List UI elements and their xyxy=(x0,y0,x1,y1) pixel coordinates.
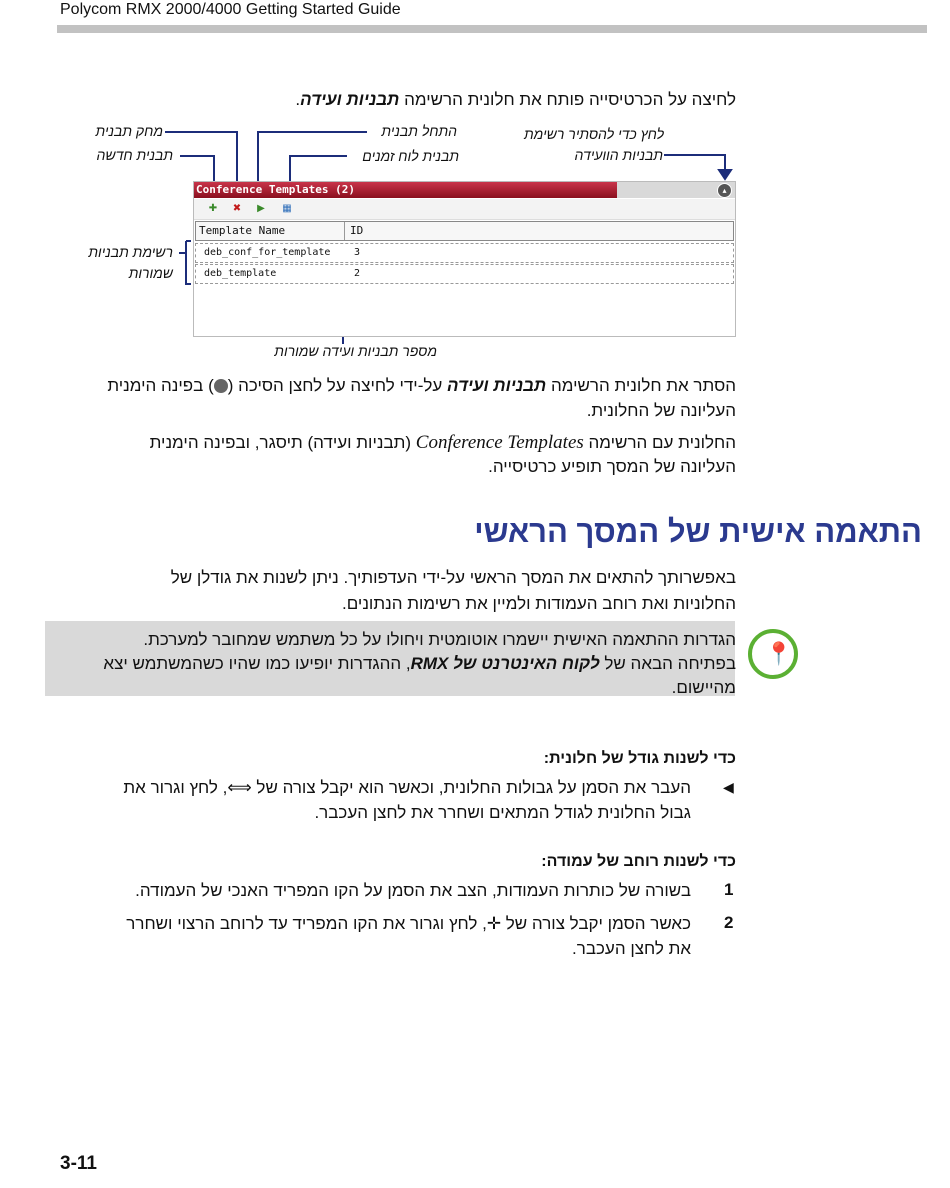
resize-pane-line2: גבול החלונית לגודל המתאים ושחרר את לחצן העכבר. xyxy=(314,803,691,822)
table-header xyxy=(195,221,734,241)
callout-start-template: התחל תבנית xyxy=(381,123,457,139)
schedule-template-icon[interactable]: ▦ xyxy=(282,203,292,214)
callout-hide-list-line2: תבניות הוועידה xyxy=(574,147,663,163)
intro-emphasis: תבניות ועידה xyxy=(300,90,400,109)
note-line1: הגדרות ההתאמה האישית יישמרו אוטומטית ויחולו על כל משתמש שמחובר למערכת. xyxy=(143,630,736,649)
para1-emphasis: תבניות ועידה xyxy=(447,376,547,395)
col-template-name[interactable]: Template Name xyxy=(199,224,286,237)
start-template-icon[interactable]: ▶ xyxy=(257,203,265,214)
row-template-name: deb_conf_for_template xyxy=(204,247,331,258)
para2-line2: העליונה של המסך תופיע כרטיסייה. xyxy=(488,457,736,476)
step1-number: 1 xyxy=(724,880,734,899)
delete-template-icon[interactable]: ✖ xyxy=(232,203,242,214)
step2-line1: כאשר הסמן יקבל צורה של ✛, לחץ וגרור את הקו המפריד עד לרוחב הרצוי ושחרר xyxy=(126,914,691,933)
panel-title: Conference Templates (2) xyxy=(196,183,355,196)
pin-icon xyxy=(214,379,228,393)
note-text-b: , ההגדרות יופיעו כמו שהיו כשהמשתמש יצא xyxy=(103,654,411,673)
table-row[interactable] xyxy=(195,243,734,263)
page-number: 3-11 xyxy=(60,1153,97,1174)
para1-line2: העליונה של החלונית. xyxy=(586,401,736,420)
intro-before: לחיצה על הכרטיסייה פותח את חלונית הרשימה xyxy=(399,90,736,109)
row-id: 2 xyxy=(354,268,361,279)
callout-schedule-template: תבנית לוח זמנים xyxy=(362,148,459,164)
resize-pane-line1: העבר את הסמן על גבולות החלונית, וכאשר הוא יקבל צורה של ⟺, לחץ וגרור את xyxy=(123,778,691,797)
step1-text: בשורה של כותרות העמודות, הצב את הסמן על הקו המפריד האנכי של העמודה. xyxy=(135,881,691,900)
step2-line2: את לחצן העכבר. xyxy=(572,939,691,958)
para1-text-b: על-ידי לחיצה על לחצן הסיכה ( xyxy=(227,376,447,395)
para2-text-a: החלונית עם הרשימה xyxy=(583,433,736,452)
para2-line1 xyxy=(150,432,736,454)
step2-number: 2 xyxy=(724,913,734,932)
para1-line1 xyxy=(107,376,736,396)
note-line2 xyxy=(103,654,736,674)
section-heading: התאמה אישית של המסך הראשי xyxy=(474,514,922,549)
row-template-name: deb_template xyxy=(204,268,277,279)
note-emphasis: לקוח האינטרנט של RMX xyxy=(410,654,600,673)
callout-template-count: מספר תבניות ועידה שמורות xyxy=(274,343,437,359)
new-template-icon[interactable]: ✚ xyxy=(208,203,218,214)
panel-toolbar xyxy=(194,199,735,220)
pin-icon[interactable]: ▴ xyxy=(717,183,732,198)
callout-saved-list-line1: רשימת תבניות xyxy=(88,244,173,260)
para2-emphasis: Conference Templates xyxy=(415,432,584,453)
para1-text-c: ) בפינה הימנית xyxy=(107,376,214,395)
bullet-arrow-icon: ◀ xyxy=(723,779,734,795)
resize-pane-heading: כדי לשנות גודל של חלונית: xyxy=(543,750,736,767)
column-separator[interactable] xyxy=(344,222,345,240)
note-pushpin-icon: 📍 xyxy=(748,629,798,679)
intro-after: . xyxy=(295,90,301,109)
note-text-a: בפתיחה הבאה של xyxy=(599,654,736,673)
document-header-title: Polycom RMX 2000/4000 Getting Started Guide xyxy=(60,1,401,18)
resize-column-heading: כדי לשנות רוחב של עמודה: xyxy=(541,853,736,870)
conference-templates-panel xyxy=(193,181,736,337)
callout-new-template: תבנית חדשה xyxy=(96,147,173,163)
row-id: 3 xyxy=(354,247,361,258)
callout-hide-list-line1: לחץ כדי להסתיר רשימת xyxy=(523,126,664,142)
callout-delete-template: מחק תבנית xyxy=(95,123,163,139)
section-line2: החלוניות ואת רוחב העמודות ולמיין את רשימות הנתונים. xyxy=(341,594,736,613)
section-line1: באפשרותך להתאים את המסך הראשי על-ידי העדפותיך. ניתן לשנות את גודלן של xyxy=(170,568,736,587)
note-line3: מהיישום. xyxy=(671,678,736,697)
callout-saved-list-line2: שמורות xyxy=(128,265,173,281)
panel-titlebar xyxy=(194,182,735,198)
table-row[interactable] xyxy=(195,264,734,284)
para1-text-a: הסתר את חלונית הרשימה xyxy=(546,376,736,395)
para2-text-b: (תבניות ועידה) תיסגר, ובפינה הימנית xyxy=(149,433,416,452)
col-id[interactable]: ID xyxy=(350,224,364,237)
